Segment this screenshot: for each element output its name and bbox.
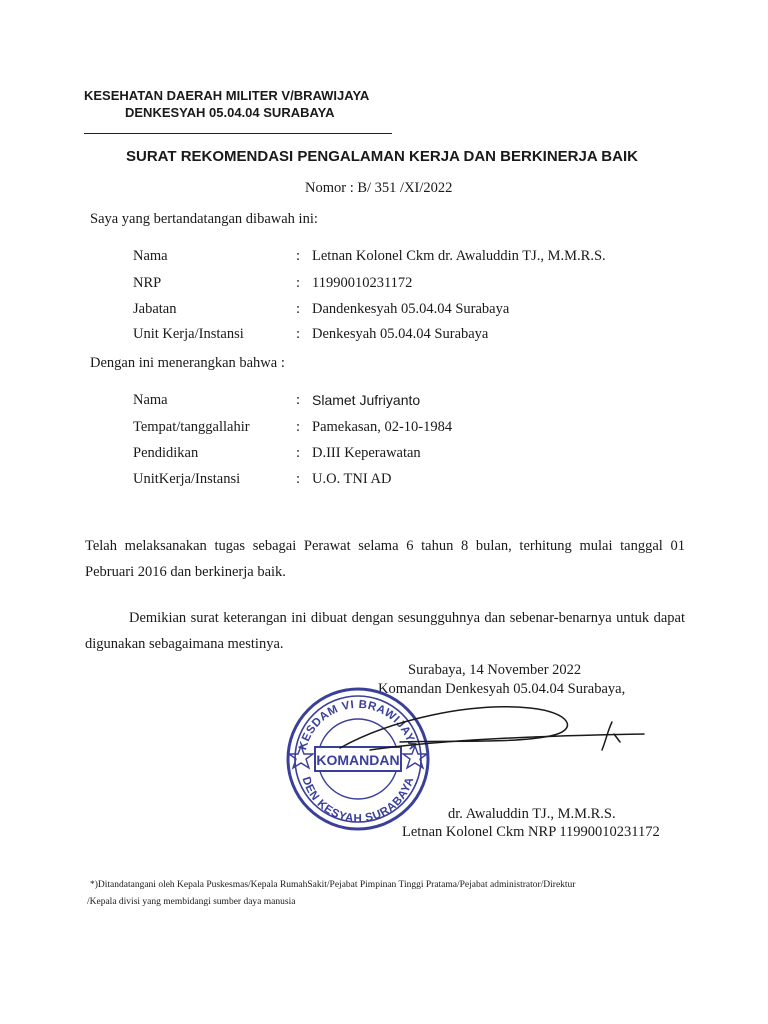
field-colon: : [296,419,301,435]
signature-position: Komandan Denkesyah 05.04.04 Surabaya, [378,681,626,697]
field-label: Tempat/tanggallahir [133,419,250,435]
field-label: Nama [133,248,168,264]
svg-text:DEN KESYAH SURABAYA: DEN KESYAH SURABAYA [299,775,417,826]
header-line-1: KESEHATAN DAERAH MILITER V/BRAWIJAYA [84,88,370,103]
paragraph-closing: Demikian surat keterangan ini dibuat dengan sesungguhnya dan sebenar-benarnya untuk dapat digunakan sebagaimana mestinya. [85,610,685,652]
field-colon: : [296,248,301,264]
field-value: U.O. TNI AD [312,471,392,487]
svg-text:KOMANDAN: KOMANDAN [316,752,400,768]
field-value: Slamet Jufriyanto [312,392,421,408]
field-label: NRP [133,275,162,291]
field-label: Pendidikan [133,445,199,461]
footnote-line-2: /Kepala divisi yang membidangi sumber daya manusia [87,897,296,907]
field-label: Unit Kerja/Instansi [133,326,244,342]
field-colon: : [296,301,301,317]
field-colon: : [296,326,301,342]
field-colon: : [296,445,301,461]
footnote-line-1: *)Ditandatangani oleh Kepala Puskesmas/Kepala RumahSakit/Pejabat Pimpinan Tinggi Pratama/Pejabat administrator/Direktur [90,880,576,890]
header-line-2: DENKESYAH 05.04.04 SURABAYA [125,105,335,120]
field-value: Pamekasan, 02-10-1984 [312,419,453,435]
signature-place-date: Surabaya, 14 November 2022 [408,662,582,678]
field-value: Letnan Kolonel Ckm dr. Awaluddin TJ., M.M.R.S. [312,248,606,264]
field-label: Nama [133,392,168,408]
paragraph-service: Telah melaksanakan tugas sebagai Perawat selama 6 tahun 8 bulan, terhitung mulai tanggal 01 Pebruari 2016 dan berkinerja baik. [85,538,685,580]
header-divider [84,133,392,134]
intro-text: Saya yang bertandatangan dibawah ini: [90,211,318,227]
field-value: Dandenkesyah 05.04.04 Surabaya [312,301,510,317]
field-colon: : [296,471,301,487]
field-value: Denkesyah 05.04.04 Surabaya [312,326,489,342]
field-label: UnitKerja/Instansi [133,471,241,487]
field-colon: : [296,392,301,408]
signature-rank-nrp: Letnan Kolonel Ckm NRP 11990010231172 [402,824,660,840]
document-number: Nomor : B/ 351 /XI/2022 [305,180,453,196]
field-value: 11990010231172 [312,275,413,291]
svg-text:KESDAM VI BRAWIJAYA: KESDAM VI BRAWIJAYA [297,698,419,752]
document-title: SURAT REKOMENDASI PENGALAMAN KERJA DAN BERKINERJA BAIK [126,148,638,165]
handwritten-signature [330,690,650,770]
field-value: D.III Keperawatan [312,445,421,461]
field-label: Jabatan [133,301,177,317]
signature-name: dr. Awaluddin TJ., M.M.R.S. [448,806,616,822]
field-colon: : [296,275,301,291]
statement-intro: Dengan ini menerangkan bahwa : [90,355,285,371]
